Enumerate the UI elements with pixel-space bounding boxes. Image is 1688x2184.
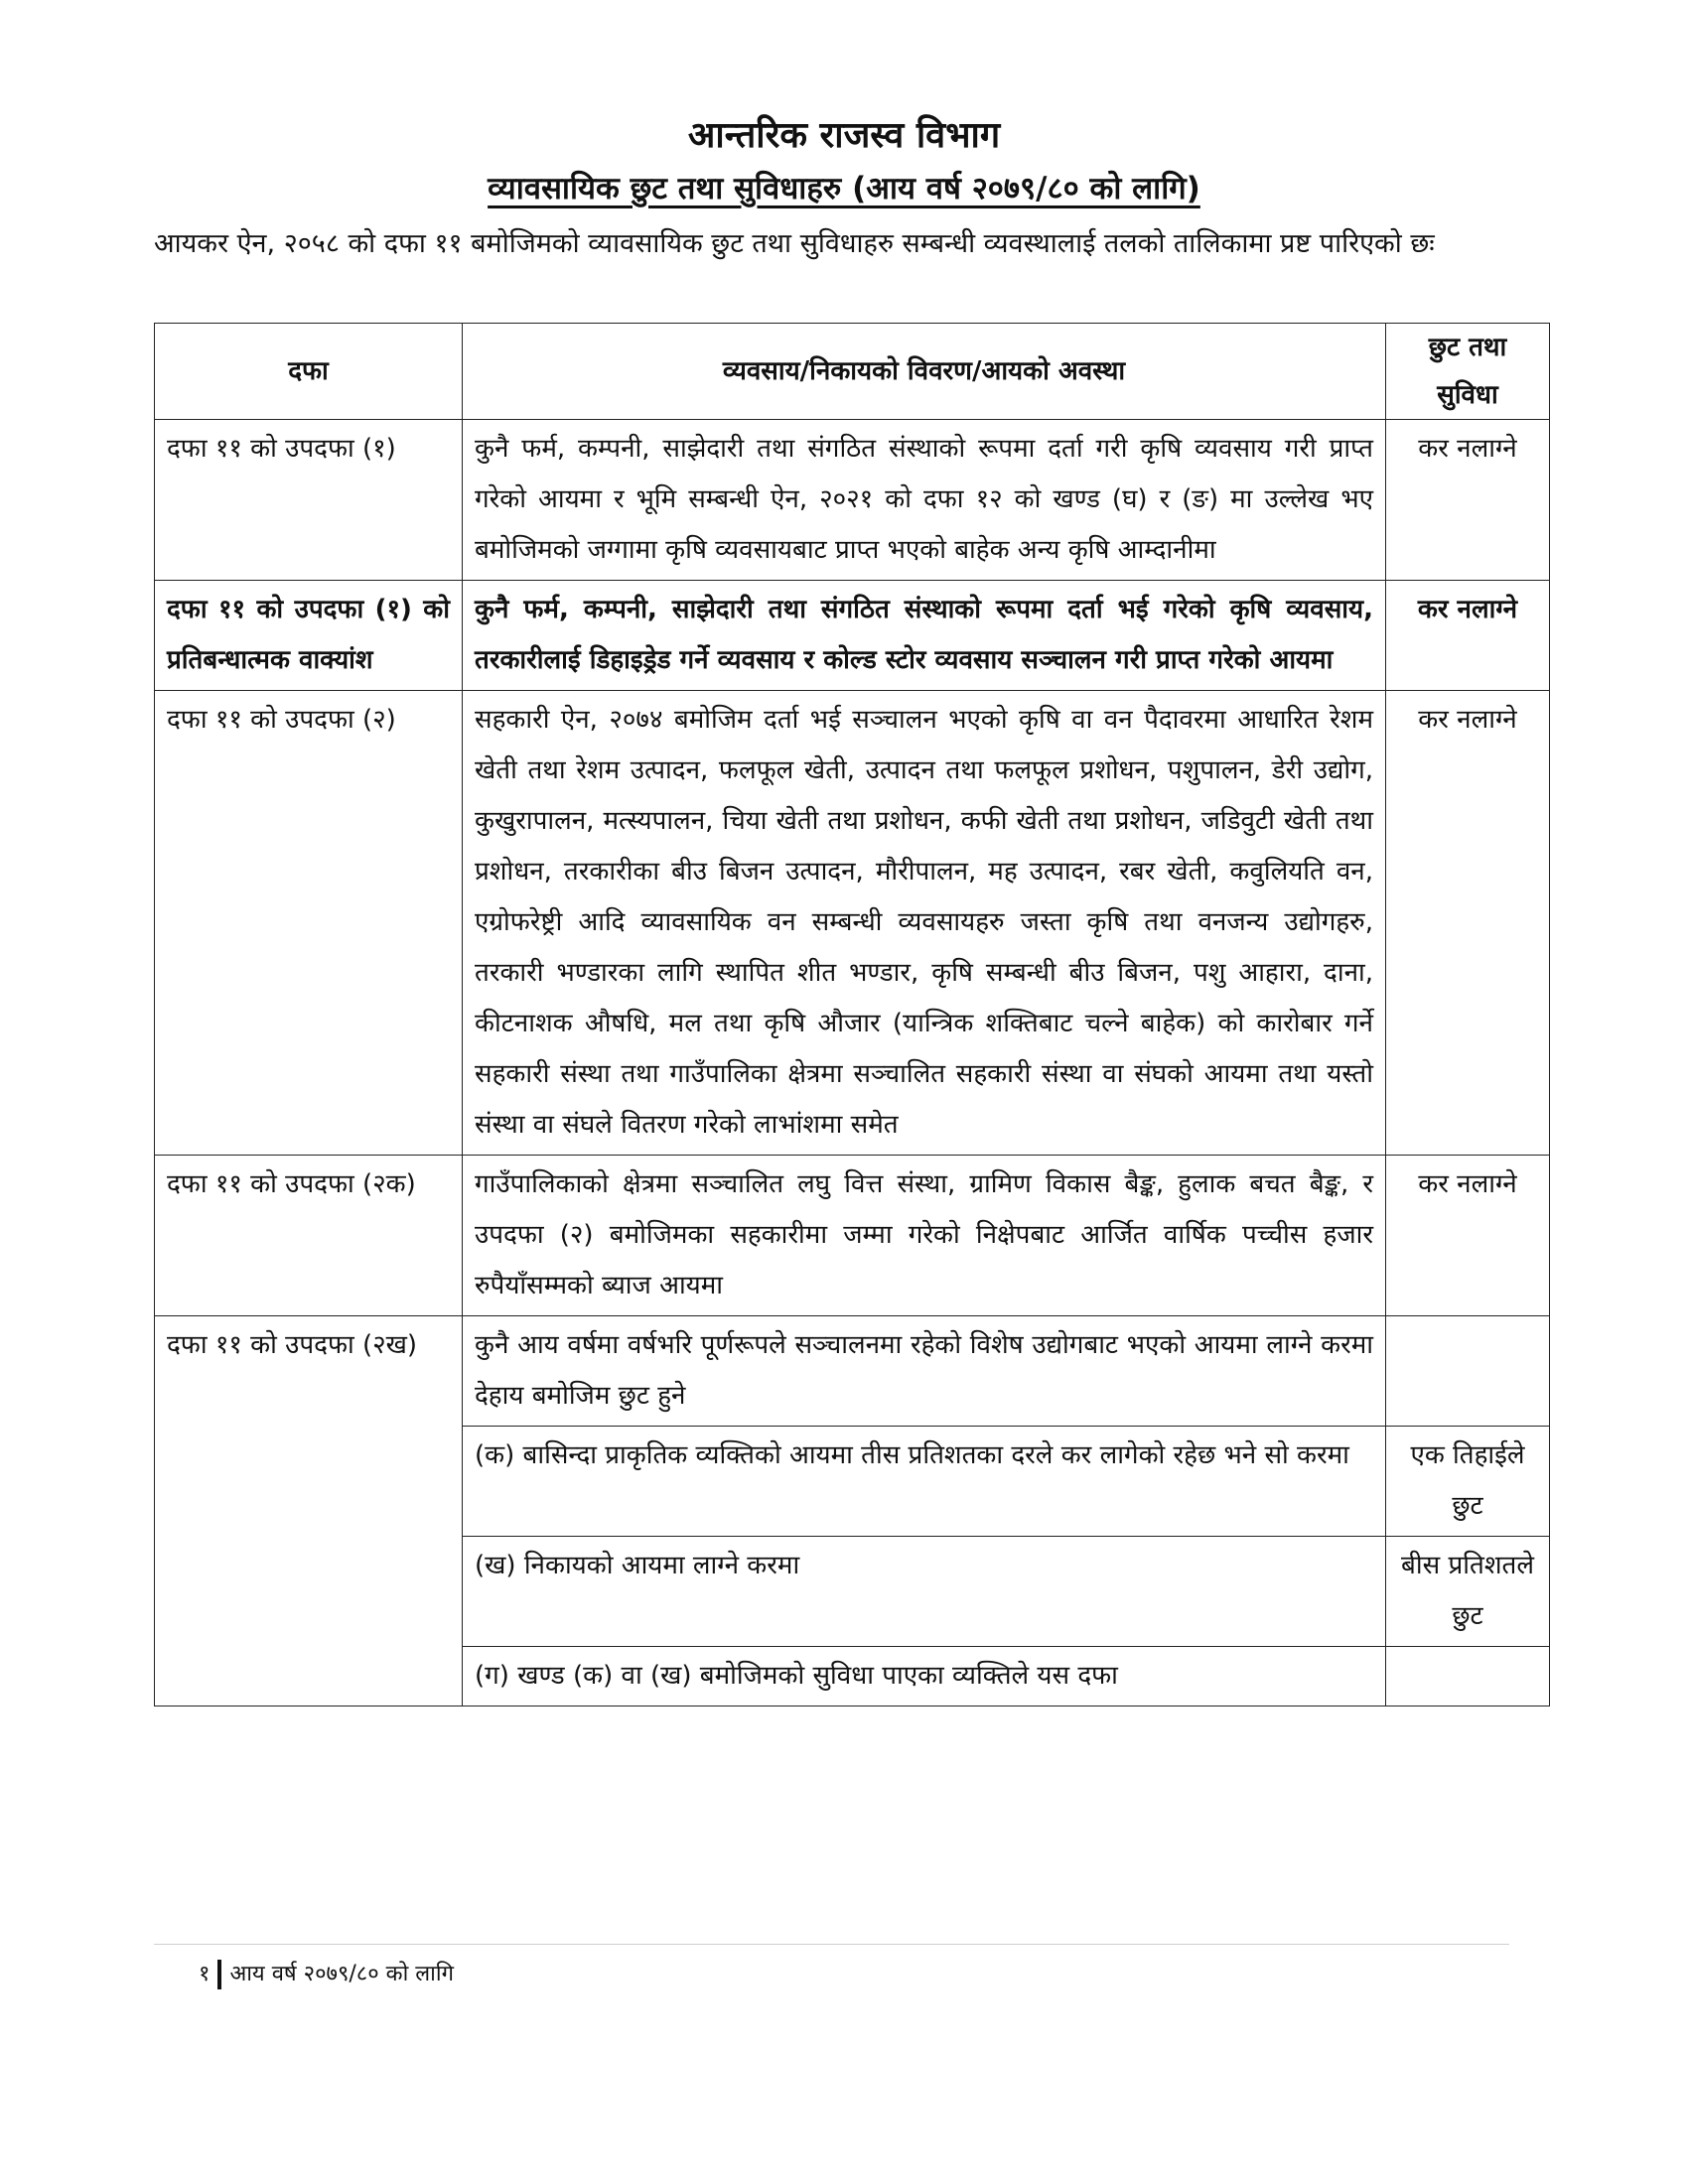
row-section: दफा ११ को उपदफा (२क) <box>155 1156 463 1316</box>
document-subtitle: व्यावसायिक छुट तथा सुविधाहरु (आय वर्ष २०७९/८० को लागि) <box>488 171 1200 206</box>
table-row <box>155 1316 1550 1427</box>
subrow-benefit <box>1386 1647 1550 1706</box>
subrow-text: (ख) निकायको आयमा लाग्ने करमा <box>475 1551 800 1580</box>
footer-divider <box>154 1944 1509 1945</box>
intro-paragraph: आयकर ऐन, २०५८ को दफा ११ बमोजिमको व्यावसायिक छुट तथा सुविधाहरु सम्बन्धी व्यवस्थालाई तलको तालिकामा प्रष्ट पारिएको छः <box>154 228 1435 259</box>
row-benefit: कर नलाग्ने <box>1386 581 1550 691</box>
row-description: कुनै आय वर्षमा वर्षभरि पूर्णरूपले सञ्चालनमा रहेको विशेष उद्योगबाट भएको आयमा लाग्ने करमा देहाय बमोजिम छुट हुने <box>463 1316 1386 1427</box>
row-benefit: कर नलाग्ने <box>1386 420 1550 581</box>
row-section: दफा ११ को उपदफा (१) <box>155 420 463 581</box>
row-description: कुनै फर्म, कम्पनी, साझेदारी तथा संगठित संस्थाको रूपमा दर्ता भई गरेको कृषि व्यवसाय, तरकारीलाई डिहाइड्रेड गर्ने व्यवसाय र कोल्ड स्टोर व्यवसाय सञ्चालन गरी प्राप्त गरेको आयमा <box>463 581 1386 691</box>
table-row <box>155 691 1550 1156</box>
document-title: आन्तरिक राजस्व विभाग <box>687 115 1001 156</box>
row-section: दफा ११ को उपदफा (२ख) <box>155 1316 463 1706</box>
table-row <box>155 1156 1550 1316</box>
row-benefit: कर नलाग्ने <box>1386 691 1550 1156</box>
subrow-description <box>463 1537 1386 1647</box>
subrow-description <box>463 1427 1386 1537</box>
header-benefit: छुट तथा सुविधा <box>1386 324 1550 420</box>
header-description: व्यवसाय/निकायको विवरण/आयको अवस्था <box>463 324 1386 420</box>
row-description: गाउँपालिकाको क्षेत्रमा सञ्चालित लघु वित्त संस्था, ग्रामिण विकास बैङ्क, हुलाक बचत बैङ्क, र उपदफा (२) बमोजिमका सहकारीमा जम्मा गरेको निक्षेपबाट आर्जित वार्षिक पच्चीस हजार रुपैयाँसम्मको ब्याज आयमा <box>463 1156 1386 1316</box>
page-footer <box>199 1958 454 1991</box>
table-row <box>155 420 1550 581</box>
row-section: दफा ११ को उपदफा (२) <box>155 691 463 1156</box>
subrow-text: (ग) खण्ड (क) वा (ख) बमोजिमको सुविधा पाएका व्यक्तिले यस दफा <box>475 1661 1118 1691</box>
table-row <box>155 581 1550 691</box>
subrow-benefit: बीस प्रतिशतले छुट <box>1386 1537 1550 1647</box>
subrow-description <box>463 1647 1386 1706</box>
row-benefit-empty <box>1386 1316 1550 1427</box>
footer-separator-bar <box>217 1960 221 1989</box>
table-header-row <box>155 324 1550 420</box>
footer-text: आय वर्ष २०७९/८० को लागि <box>229 1962 454 1986</box>
exemptions-table <box>154 323 1550 1706</box>
row-description: सहकारी ऐन, २०७४ बमोजिम दर्ता भई सञ्चालन भएको कृषि वा वन पैदावरमा आधारित रेशम खेती तथा रेशम उत्पादन, फलफूल खेती, उत्पादन तथा फलफूल प्रशोधन, पशुपालन, डेरी उद्योग, कुखुरापालन, मत्स्यपालन, चिया खेती तथा प्रशोधन, कफी खेती तथा प्रशोधन, जडिवुटी खेती तथा प्रशोधन, तरकारीका बीउ बिजन उत्पादन, मौरीपालन, मह उत्पादन, रबर खेती, कवुलियति वन, एग्रोफरेष्ट्री आदि व्यावसायिक वन सम्बन्धी व्यवसायहरु जस्ता कृषि तथा वनजन्य उद्योगहरु, तरकारी भण्डारका लागि स्थापित शीत भण्डार, कृषि सम्बन्धी बीउ बिजन, पशु आहारा, दाना, कीटनाशक औषधि, मल तथा कृषि औजार (यान्त्रिक शक्तिबाट चल्ने बाहेक) को कारोबार गर्ने सहकारी संस्था तथा गाउँपालिका क्षेत्रमा सञ्चालित सहकारी संस्था वा संघको आयमा तथा यस्तो संस्था वा संघले वितरण गरेको लाभांशमा समेत <box>463 691 1386 1156</box>
row-section: दफा ११ को उपदफा (१) को प्रतिबन्धात्मक वाक्यांश <box>155 581 463 691</box>
row-description: कुनै फर्म, कम्पनी, साझेदारी तथा संगठित संस्थाको रूपमा दर्ता गरी कृषि व्यवसाय गरी प्राप्त गरेको आयमा र भूमि सम्बन्धी ऐन, २०२१ को दफा १२ को खण्ड (घ) र (ङ) मा उल्लेख भए बमोजिमको जग्गामा कृषि व्यवसायबाट प्राप्त भएको बाहेक अन्य कृषि आम्दानीमा <box>463 420 1386 581</box>
row-benefit: कर नलाग्ने <box>1386 1156 1550 1316</box>
subrow-benefit: एक तिहाईले छुट <box>1386 1427 1550 1537</box>
page-number: १ <box>199 1962 211 1986</box>
header-section: दफा <box>155 324 463 420</box>
subrow-text: (क) बासिन्दा प्राकृतिक व्यक्तिको आयमा तीस प्रतिशतका दरले कर लागेको रहेछ भने सो करमा <box>475 1440 1349 1470</box>
